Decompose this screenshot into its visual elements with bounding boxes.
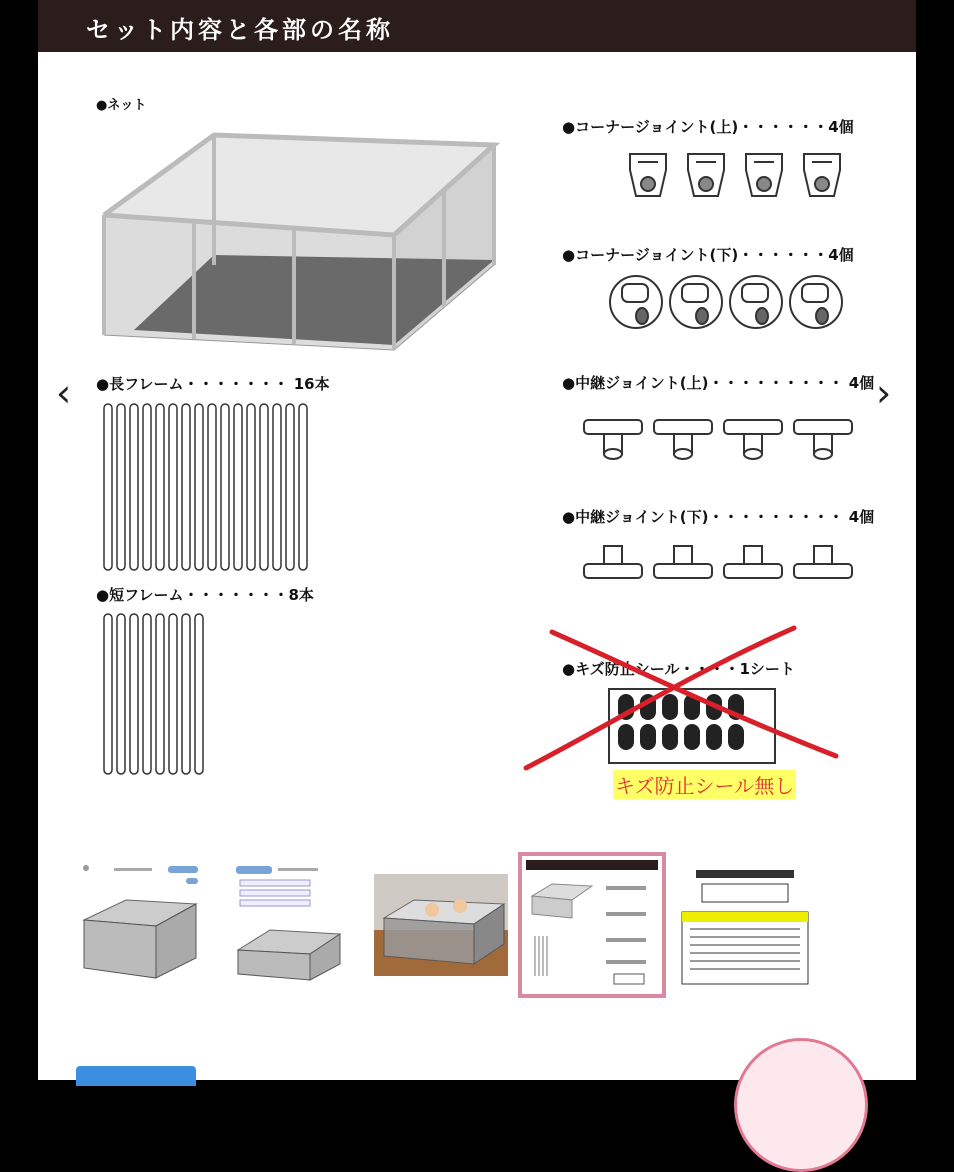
thumbnail-1[interactable]: [76, 860, 216, 990]
long-frame-rod: [260, 404, 268, 570]
long-frame-rod: [104, 404, 112, 570]
corner-joint-upper-illustration: [626, 150, 856, 202]
long-frame-rod: [117, 404, 125, 570]
short-frame-rod: [182, 614, 190, 774]
section-header: [38, 0, 916, 52]
long-frame-rod: [299, 404, 307, 570]
next-arrow-icon[interactable]: ›: [876, 371, 892, 415]
round-action-button[interactable]: [734, 1038, 868, 1172]
short-frames-illustration: [102, 612, 222, 778]
corner-joint-upper-label: ●コーナージョイント(上)・・・・・・4個: [562, 118, 854, 136]
thumbnail-1-image: [76, 860, 216, 990]
prev-arrow-icon[interactable]: ‹: [56, 371, 72, 415]
relay-joint-lower-illustration: [582, 542, 862, 584]
product-image-panel: [38, 0, 916, 1080]
long-frame-rod: [169, 404, 177, 570]
long-frame-rod: [182, 404, 190, 570]
short-frame-rod: [143, 614, 151, 774]
net-illustration: [94, 125, 554, 355]
long-frame-rod: [221, 404, 229, 570]
long-frame-label: ●長フレーム・・・・・・・ 16本: [96, 375, 330, 393]
long-frame-rod: [208, 404, 216, 570]
long-frame-rod: [143, 404, 151, 570]
long-frame-rod: [247, 404, 255, 570]
long-frame-rod: [234, 404, 242, 570]
no-sticker-note: キズ防止シール無し: [613, 770, 796, 799]
relay-joint-lower-label: ●中継ジョイント(下)・・・・・・・・・ 4個: [562, 508, 875, 526]
thumbnail-5-image: [676, 860, 814, 990]
net-label: ●ネット: [96, 98, 147, 113]
thumbnail-2-image: [230, 860, 354, 990]
long-frames-illustration: [102, 402, 322, 574]
thumbnail-4-selected[interactable]: [522, 856, 662, 994]
short-frame-rod: [104, 614, 112, 774]
long-frame-rod: [130, 404, 138, 570]
short-frame-rod: [195, 614, 203, 774]
short-frame-rod: [130, 614, 138, 774]
thumbnail-4-image: [522, 856, 662, 994]
short-frame-rod: [156, 614, 164, 774]
red-cross-mark: [518, 620, 848, 776]
sticker-label: ●キズ防止シール・・・・1シート: [562, 660, 795, 678]
short-frame-rod: [169, 614, 177, 774]
relay-joint-upper-illustration: [582, 416, 862, 462]
long-frame-rod: [273, 404, 281, 570]
section-title: セット内容と各部の名称: [86, 16, 394, 44]
blue-tag-button[interactable]: [76, 1066, 196, 1086]
long-frame-rod: [286, 404, 294, 570]
thumbnail-3-image: [374, 860, 508, 990]
short-frame-label: ●短フレーム・・・・・・・8本: [96, 586, 314, 604]
relay-joint-upper-label: ●中継ジョイント(上)・・・・・・・・・ 4個: [562, 374, 875, 392]
corner-joint-lower-label: ●コーナージョイント(下)・・・・・・4個: [562, 246, 854, 264]
thumbnail-2[interactable]: [230, 860, 354, 990]
corner-joint-lower-illustration: [606, 272, 856, 332]
long-frame-rod: [156, 404, 164, 570]
thumbnail-3[interactable]: [374, 860, 508, 990]
thumbnail-5[interactable]: [676, 860, 814, 990]
long-frame-rod: [195, 404, 203, 570]
short-frame-rod: [117, 614, 125, 774]
